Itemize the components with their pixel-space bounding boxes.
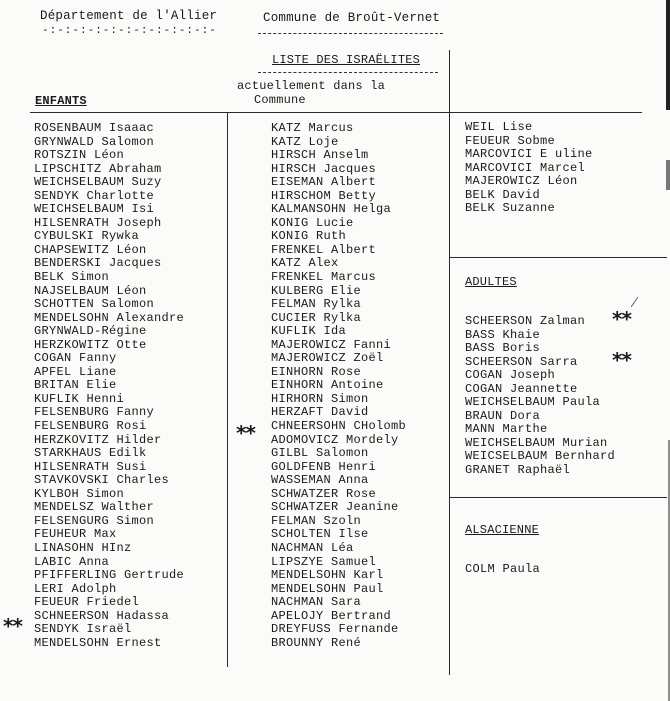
- department-dashes: -:-:-:-:-:-:-:-:-:-:-:-: [42, 25, 217, 37]
- column-divider-left: [227, 112, 228, 667]
- list-item: CHAPSEWITZ Léon: [34, 242, 147, 257]
- list-item: MENDELSOHN Ernest: [34, 635, 162, 650]
- list-item: LERI Adolph: [34, 581, 117, 596]
- list-item: LABIC Anna: [34, 554, 110, 569]
- right-rule-1: [449, 257, 667, 258]
- list-item: FELSENBURG Rosi: [34, 419, 147, 434]
- list-item: NACHMAN Léa: [271, 540, 354, 555]
- list-item: STARKHAUS Edilk: [34, 446, 147, 461]
- list-item: COLM Paula: [465, 562, 541, 576]
- list-item: APFEL Liane: [34, 364, 117, 379]
- list-item: HILSENRATH Susi: [34, 459, 147, 474]
- list-subtitle-2: Commune: [254, 93, 306, 107]
- list-item: KUFLIK Ida: [271, 324, 347, 339]
- list-item: WEICHSELBAUM Paula: [465, 395, 601, 410]
- table-top-rule: [30, 112, 642, 113]
- list-item: STAVKOVSKI Charles: [34, 473, 170, 488]
- list-item: SCHOTTEN Salomon: [34, 297, 155, 312]
- list-item: KULBERG Elie: [271, 283, 362, 298]
- commune-underline: [258, 33, 443, 34]
- list-item: GILBL Salomon: [271, 446, 369, 461]
- list-item: WEICHSELBAUM Murian: [465, 435, 608, 450]
- list-item: FRENKEL Marcus: [271, 270, 377, 285]
- list-item: MARCOVICI E uline: [465, 147, 593, 162]
- list-item: GRYNWALD-Régine: [34, 324, 147, 339]
- list-item: MAJEROWICZ Fanni: [271, 337, 392, 352]
- alsacienne-heading: ALSACIENNE: [465, 523, 540, 537]
- list-item: LIPSZYE Samuel: [271, 554, 377, 569]
- list-item: NAJSELBAUM Léon: [34, 283, 147, 298]
- list-item: MENDELSZ Walther: [34, 500, 155, 515]
- list-item: KONIG Ruth: [271, 229, 347, 244]
- page-edge-mid: [666, 160, 670, 190]
- list-item: HILSENRATH Joseph: [34, 215, 162, 230]
- list-item: MAJEROWICZ Léon: [465, 174, 578, 189]
- list-item: SCHEERSON Sarra: [465, 354, 578, 369]
- list-item: KATZ Marcus: [271, 121, 354, 135]
- list-item: SCHNEERSON Hadassa: [34, 608, 170, 623]
- list-item: EINHORN Rose: [271, 364, 362, 379]
- list-item: CUCIER Rylka: [271, 310, 362, 325]
- star-mark-schneerson-hadassa: **: [3, 614, 22, 638]
- list-item: BENDERSKI Jacques: [34, 256, 162, 271]
- list-item: SCHOLTEN Ilse: [271, 527, 369, 542]
- list-item: MAJEROWICZ Zoël: [271, 351, 384, 366]
- list-item: FEUEUR Sobme: [465, 133, 556, 148]
- list-item: KUFLIK Henni: [34, 391, 125, 406]
- list-item: KONIG Lucie: [271, 215, 354, 230]
- list-item: MARCOVICI Marcel: [465, 160, 586, 175]
- list-item: COGAN Jeannette: [465, 381, 578, 396]
- list-item: FELSENBURG Fanny: [34, 405, 155, 420]
- list-item: FEUHEUR Max: [34, 527, 117, 542]
- list-item: FELMAN Szoln: [271, 513, 362, 528]
- list-item: ROTSZIN Léon: [34, 148, 125, 163]
- column-divider-right: [449, 50, 450, 675]
- list-item: MENDELSOHN Alexandre: [34, 310, 185, 325]
- department-heading: Département de l'Allier: [40, 9, 218, 23]
- list-item: SENDYK Charlotte: [34, 188, 155, 203]
- list-item: SCHWATZER Rose: [271, 486, 377, 501]
- list-item: BROUNNY René: [271, 635, 362, 650]
- list-item: LIPSCHITZ Abraham: [34, 161, 162, 176]
- list-item: WEICHSELBAUM Isi: [34, 202, 155, 217]
- list-item: EINHORN Antoine: [271, 378, 384, 393]
- list-item: DREYFUSS Fernande: [271, 622, 399, 637]
- list-item: FEUEUR Friedel: [34, 595, 140, 610]
- list-item: FELMAN Rylka: [271, 297, 362, 312]
- list-item: HIRSCH Anselm: [271, 148, 369, 163]
- enfants-list: [34, 122, 184, 650]
- list-item: HIRSCH Jacques: [271, 161, 377, 176]
- adultes-heading: ADULTES: [465, 275, 517, 289]
- list-item: COGAN Joseph: [465, 368, 556, 383]
- list-item: PFIFFERLING Gertrude: [34, 568, 185, 583]
- list-item: GRANET Raphaël: [465, 463, 571, 478]
- list-item: SCHWATZER Jeanine: [271, 500, 399, 515]
- list-item: HIRHORN Simon: [271, 391, 369, 406]
- list-item: WASSEMAN Anna: [271, 473, 369, 488]
- list-item: WEIL Lise: [465, 120, 533, 134]
- list-item: KATZ Loje: [271, 134, 339, 149]
- list-item: CHNEERSOHN CHolomb: [271, 419, 407, 434]
- list-item: KATZ Alex: [271, 256, 339, 271]
- list-item: HERZKOVITZ Hilder: [34, 432, 162, 447]
- list-item: MENDELSOHN Karl: [271, 568, 384, 583]
- pencil-tick: [631, 297, 639, 307]
- list-item: BRAUN Dora: [465, 408, 541, 423]
- list-item: ROSENBAUM Isaaac: [34, 121, 155, 135]
- commune-heading: Commune de Broût-Vernet: [263, 11, 441, 25]
- list-item: GRYNWALD Salomon: [34, 134, 155, 149]
- list-item: MENDELSOHN Paul: [271, 581, 384, 596]
- alsacienne-list: [465, 563, 540, 577]
- star-mark-scheerson-sarra: **: [612, 348, 631, 372]
- list-item: APELOJY Bertrand: [271, 608, 392, 623]
- page-edge-top: [666, 0, 670, 110]
- list-item: BELK Suzanne: [465, 201, 556, 216]
- list-item: BASS Khaie: [465, 327, 541, 342]
- list-item: CYBULSKI Rywka: [34, 229, 140, 244]
- list-title: LISTE DES ISRAËLITES: [272, 53, 421, 67]
- list-item: COGAN Fanny: [34, 351, 117, 366]
- list-item: HERZKOWITZ Otte: [34, 337, 147, 352]
- list-item: BELK Simon: [34, 270, 110, 285]
- list-item: BELK David: [465, 187, 541, 202]
- middle-list: [271, 122, 406, 650]
- list-item: SENDYK Israël: [34, 622, 132, 637]
- list-item: BRITAN Elie: [34, 378, 117, 393]
- star-mark-chneersohn: **: [236, 421, 255, 445]
- list-item: KALMANSOHN Helga: [271, 202, 392, 217]
- list-item: BASS Boris: [465, 341, 541, 356]
- list-item: NACHMAN Sara: [271, 595, 362, 610]
- right-top-list: [465, 121, 593, 216]
- star-mark-scheerson-zalman: **: [612, 307, 631, 331]
- list-item: HERZAFT David: [271, 405, 369, 420]
- enfants-heading: ENFANTS: [35, 94, 87, 108]
- list-item: WEICHSELBAUM Suzy: [34, 175, 162, 190]
- list-item: LINASOHN HInz: [34, 540, 132, 555]
- list-subtitle-1: actuellement dans la: [237, 79, 386, 93]
- list-item: WEICSELBAUM Bernhard: [465, 449, 616, 464]
- list-item: EISEMAN Albert: [271, 175, 377, 190]
- list-item: SCHEERSON Zalman: [465, 314, 586, 328]
- list-item: GOLDFENB Henri: [271, 459, 377, 474]
- list-item: FELSENGURG Simon: [34, 513, 155, 528]
- list-item: KYLBOH Simon: [34, 486, 125, 501]
- list-item: ADOMOVICZ Mordely: [271, 432, 399, 447]
- adultes-list: [465, 315, 615, 478]
- list-item: MANN Marthe: [465, 422, 548, 437]
- right-rule-2: [449, 497, 667, 498]
- list-item: HIRSCHOM Betty: [271, 188, 377, 203]
- list-item: FRENKEL Albert: [271, 242, 377, 257]
- title-dashes: [258, 72, 438, 73]
